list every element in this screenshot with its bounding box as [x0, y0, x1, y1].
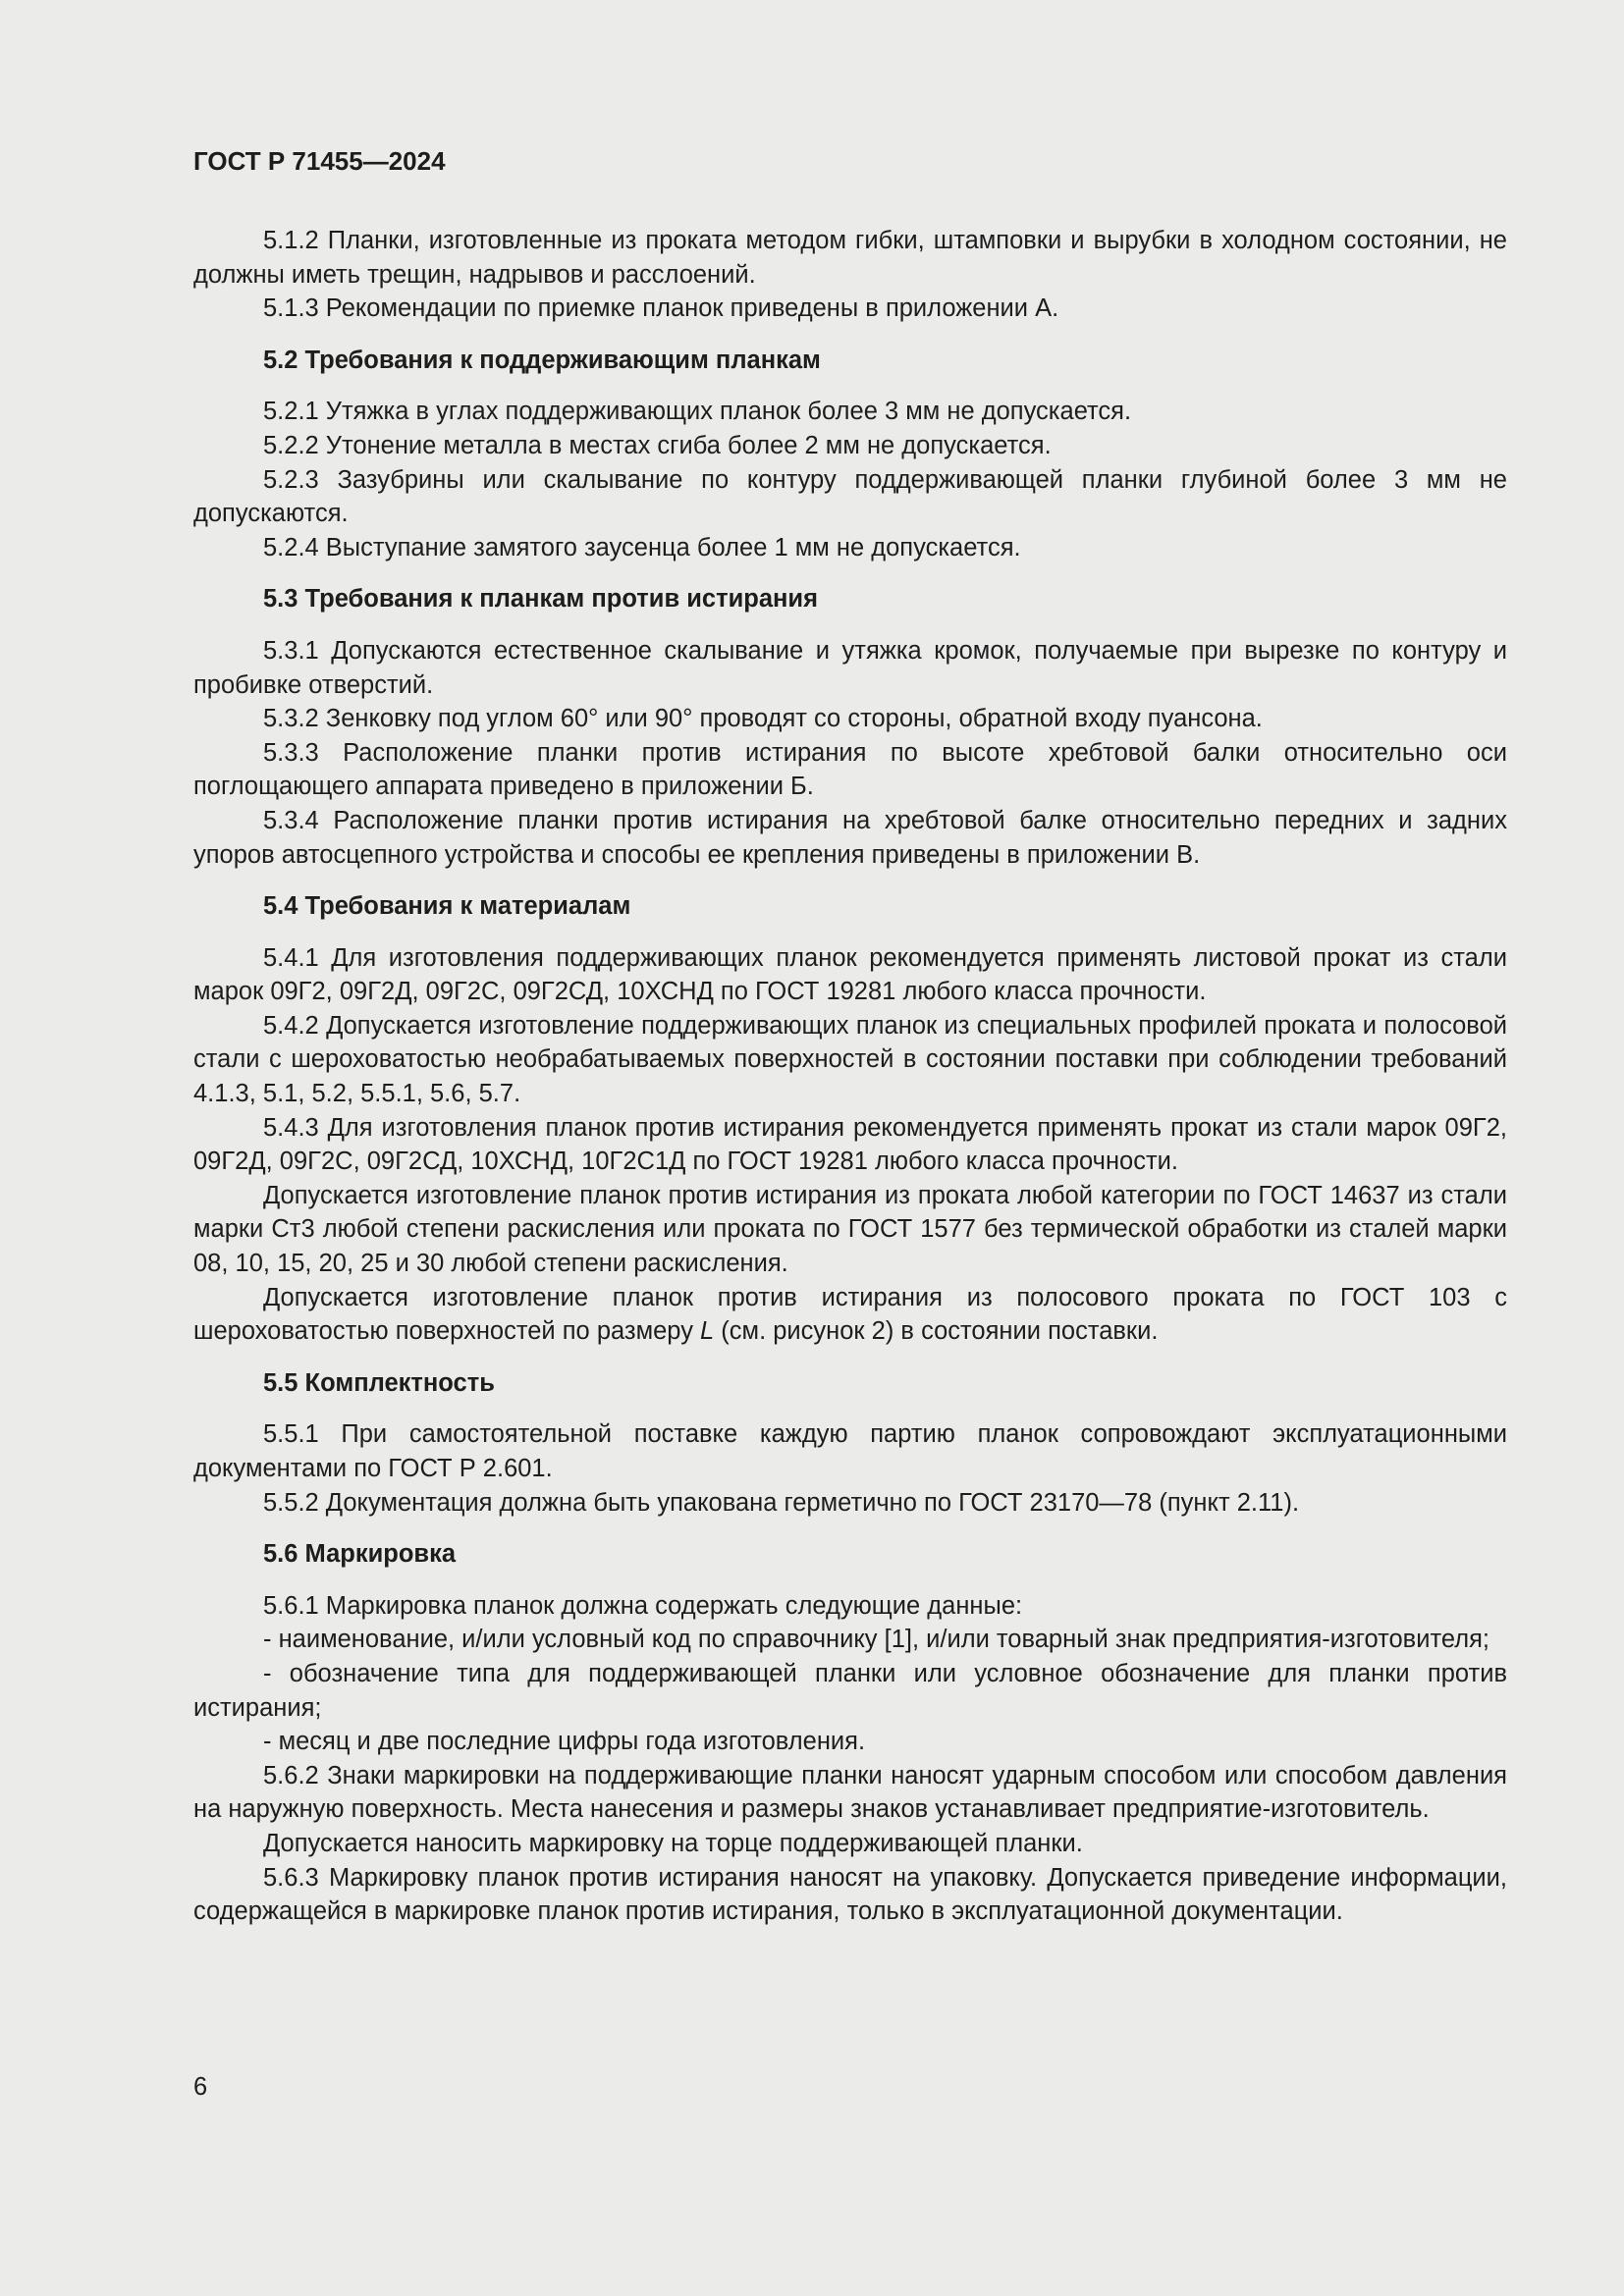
paragraph-5-3-3: 5.3.3 Расположение планки против истирания по высоте хребтовой балки относительно оси поглощающего аппарата приведено в приложении Б. [193, 738, 1507, 801]
paragraph-5-4-1: 5.4.1 Для изготовления поддерживающих планок рекомендуется применять листовой прокат из стали марок 09Г2, 09Г2Д, 09Г2С, 09Г2СД, 10ХСНД по ГОСТ 19281 любого класса прочности. [193, 943, 1507, 1006]
paragraph-5-6-2: 5.6.2 Знаки маркировки на поддерживающие планки наносят ударным способом или способом давления на наружную поверхность. Места нанесения и размеры знаков устанавливает предприятие-изготовитель. [193, 1761, 1507, 1824]
paragraph-5-1-3: 5.1.3 Рекомендации по приемке планок приведены в приложении А. [263, 294, 1059, 323]
paragraph-5-2-2: 5.2.2 Утонение металла в местах сгиба более 2 мм не допускается. [263, 431, 1052, 459]
list-item: - обозначение типа для поддерживающей планки или условное обозначение для планки против истирания; [193, 1659, 1507, 1722]
document-body [193, 224, 1507, 1929]
section-heading-5-2: 5.2 Требования к поддерживающим планкам [263, 346, 821, 374]
section-heading-5-5: 5.5 Комплектность [263, 1368, 495, 1397]
section-heading-5-3: 5.3 Требования к планкам против истирания [263, 585, 818, 614]
paragraph-5-1-2: 5.1.2 Планки, изготовленные из проката методом гибки, штамповки и вырубки в холодном состоянии, не должны иметь трещин, надрывов и расслоений. [193, 227, 1507, 289]
section-heading-5-4: 5.4 Требования к материалам [263, 892, 631, 921]
paragraph-5-4-3-c [193, 1281, 1507, 1349]
paragraph-5-4-2: 5.4.2 Допускается изготовление поддерживающих планок из специальных профилей проката и полосовой стали с шероховатостью необрабатываемых поверхностей в состоянии поставки при соблюдении требований 4.1.3, 5.1, 5.2, 5.5.1, 5.6, 5.7. [193, 1011, 1507, 1108]
paragraph-5-3-4: 5.3.4 Расположение планки против истирания на хребтовой балке относительно передних и задних упоров автосцепного устройства и способы ее крепления приведены в приложении В. [193, 806, 1507, 869]
paragraph-5-2-1: 5.2.1 Утяжка в углах поддерживающих планок более 3 мм не допускается. [263, 398, 1132, 426]
paragraph-5-6-1: 5.6.1 Маркировка планок должна содержать следующие данные: [263, 1591, 1023, 1620]
section-heading-5-6: 5.6 Маркировка [263, 1540, 457, 1569]
paragraph-5-4-3: 5.4.3 Для изготовления планок против истирания рекомендуется применять прокат из стали марок 09Г2, 09Г2Д, 09Г2С, 09Г2СД, 10ХСНД, 10Г2С1Д по ГОСТ 19281 любого класса прочности. [193, 1113, 1507, 1176]
paragraph-5-3-1: 5.3.1 Допускаются естественное скалывание и утяжка кромок, получаемые при вырезке по контуру и пробивке отверстий. [193, 636, 1507, 699]
document-header: ГОСТ Р 71455—2024 [193, 146, 446, 176]
paragraph-5-2-4: 5.2.4 Выступание замятого заусенца более 1 мм не допускается. [263, 533, 1021, 561]
list-item: - месяц и две последние цифры года изготовления. [263, 1728, 866, 1756]
paragraph-5-5-1: 5.5.1 При самостоятельной поставке каждую партию планок сопровождают эксплуатационными документами по ГОСТ Р 2.601. [193, 1420, 1507, 1482]
paragraph-5-4-3-b: Допускается изготовление планок против истирания из проката любой категории по ГОСТ 14637 из стали марки Ст3 любой степени раскисления или проката по ГОСТ 1577 без термической обработки из сталей марки 08, 10, 15, 20, 25 и 30 любой степени раскисления. [193, 1181, 1507, 1278]
variable-l: L [700, 1317, 715, 1346]
paragraph-5-6-3: 5.6.3 Маркировку планок против истирания наносят на упаковку. Допускается приведение информации, содержащейся в маркировке планок против истирания, только в эксплуатационной документации. [193, 1863, 1507, 1926]
text-run: Допускается изготовление планок против истирания из полосового проката по ГОСТ 103 с шероховатостью поверхностей по размеру [193, 1283, 1507, 1346]
paragraph-5-2-3: 5.2.3 Зазубрины или скалывание по контуру поддерживающей планки глубиной более 3 мм не допускаются. [193, 465, 1507, 528]
paragraph-5-6-2-b: Допускается наносить маркировку на торце поддерживающей планки. [263, 1829, 1083, 1857]
list-item: - наименование, и/или условный код по справочнику [1], и/или товарный знак предприятия-изготовителя; [263, 1626, 1489, 1654]
page-number: 6 [193, 2073, 208, 2101]
text-run: (см. рисунок 2) в состоянии поставки. [714, 1317, 1159, 1346]
paragraph-5-5-2: 5.5.2 Документация должна быть упакована герметично по ГОСТ 23170—78 (пункт 2.11). [263, 1488, 1300, 1517]
paragraph-5-3-2: 5.3.2 Зенковку под углом 60° или 90° проводят со стороны, обратной входу пуансона. [263, 705, 1263, 733]
